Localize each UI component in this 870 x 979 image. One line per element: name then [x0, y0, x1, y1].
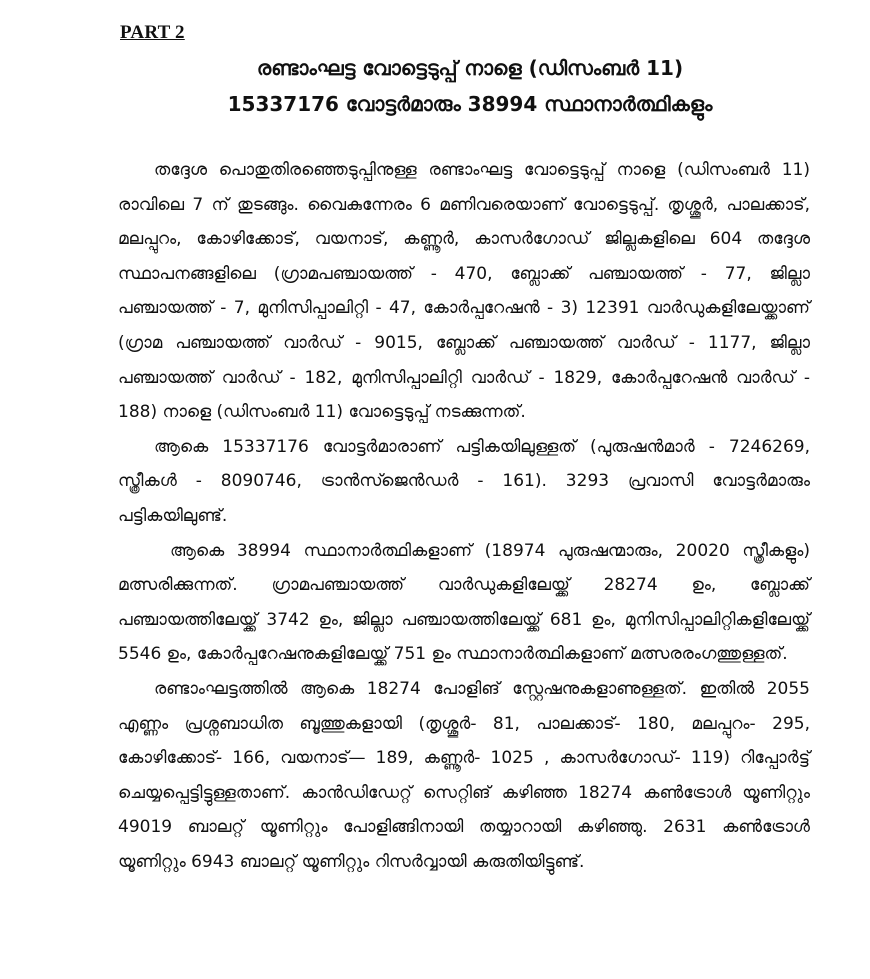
- article-body: [118, 153, 810, 879]
- paragraph-election-schedule: തദ്ദേശ പൊതുതിരഞ്ഞെടുപ്പിനുള്ള രണ്ടാംഘട്ട വോട്ടെടുപ്പ് നാളെ (ഡിസംബർ 11) രാവിലെ 7 ന് തുടങ്ങും. വൈകുന്നേരം 6 മണിവരെയാണ് വോട്ടെടുപ്പ്. തൃശ്ശൂർ, പാലക്കാട്, മലപ്പുറം, കോഴിക്കോട്, വയനാട്, കണ്ണൂർ, കാസർഗോഡ് ജില്ലകളിലെ 604 തദ്ദേശ സ്ഥാപനങ്ങളിലെ (ഗ്രാമപഞ്ചായത്ത് - 470, ബ്ലോക്ക് പഞ്ചായത്ത് - 77, ജില്ലാ പഞ്ചായത്ത് - 7, മുനിസിപ്പാലിറ്റി - 47, കോർപ്പറേഷൻ - 3) 12391 വാർഡുകളിലേയ്ക്കാണ് (ഗ്രാമ പഞ്ചായത്ത് വാർഡ് - 9015, ബ്ലോക്ക് പഞ്ചായത്ത് വാർഡ് - 1177, ജില്ലാ പഞ്ചായത്ത് വാർഡ് - 182, മുനിസിപ്പാലിറ്റി വാർഡ് - 1829, കോർപ്പറേഷൻ വാർഡ് - 188) നാളെ (ഡിസംബർ 11) വോട്ടെടുപ്പ് നടക്കുന്നത്.: [118, 160, 810, 423]
- paragraph-voter-count: ആകെ 15337176 വോട്ടർമാരാണ് പട്ടികയിലുള്ളത് (പുരുഷൻമാർ - 7246269, സ്ത്രീകൾ - 8090746, ട്രാൻസ്ജെൻഡർ - 161). 3293 പ്രവാസി വോട്ടർമാരും പട്ടികയിലുണ്ട്.: [118, 436, 810, 526]
- paragraph-polling-stations: രണ്ടാംഘട്ടത്തിൽ ആകെ 18274 പോളിങ് സ്റ്റേഷനുകളാണുള്ളത്. ഇതിൽ 2055 എണ്ണം പ്രശ്നബാധിത ബൂത്തുകളായി (തൃശ്ശൂർ- 81, പാലക്കാട്- 180, മലപ്പുറം- 295, കോഴിക്കോട്- 166, വയനാട്— 189, കണ്ണൂർ- 1025 , കാസർഗോഡ്- 119) റിപ്പോർട്ട് ചെയ്യപ്പെട്ടിട്ടുള്ളതാണ്. കാൻഡിഡേറ്റ് സെറ്റിങ് കഴിഞ്ഞ 18274 കൺട്രോൾ യൂണിറ്റും 49019 ബാലറ്റ് യൂണിറ്റും പോളിങ്ങിനായി തയ്യാറായി കഴിഞ്ഞു. 2631 കൺട്രോൾ യൂണിറ്റും 6943 ബാലറ്റ് യൂണിറ്റും റിസർവ്വായി കരുതിയിട്ടുണ്ട്.: [118, 678, 810, 872]
- headline-secondary: 15337176 വോട്ടർമാരും 38994 സ്ഥാനാർത്ഥികളും: [227, 92, 713, 116]
- headline-primary: രണ്ടാംഘട്ട വോട്ടെടുപ്പ് നാളെ (ഡിസംബർ 11): [256, 56, 684, 80]
- paragraph-candidate-count: ആകെ 38994 സ്ഥാനാർത്ഥികളാണ് (18974 പുരുഷന്മാരും, 20020 സ്ത്രീകളും) മത്സരിക്കുന്നത്. ഗ്രാമപഞ്ചായത്ത് വാർഡുകളിലേയ്ക്ക് 28274 ഉം, ബ്ലോക്ക് പഞ്ചായത്തിലേയ്ക്ക് 3742 ഉം, ജില്ലാ പഞ്ചായത്തിലേയ്ക്ക് 681 ഉം, മുനിസിപ്പാലിറ്റികളിലേയ്ക്ക് 5546 ഉം, കോർപ്പറേഷനുകളിലേയ്ക്ക് 751 ഉം സ്ഥാനാർത്ഥികളാണ് മത്സരരംഗത്തുള്ളത്.: [118, 540, 810, 665]
- part-label: PART 2: [120, 22, 185, 43]
